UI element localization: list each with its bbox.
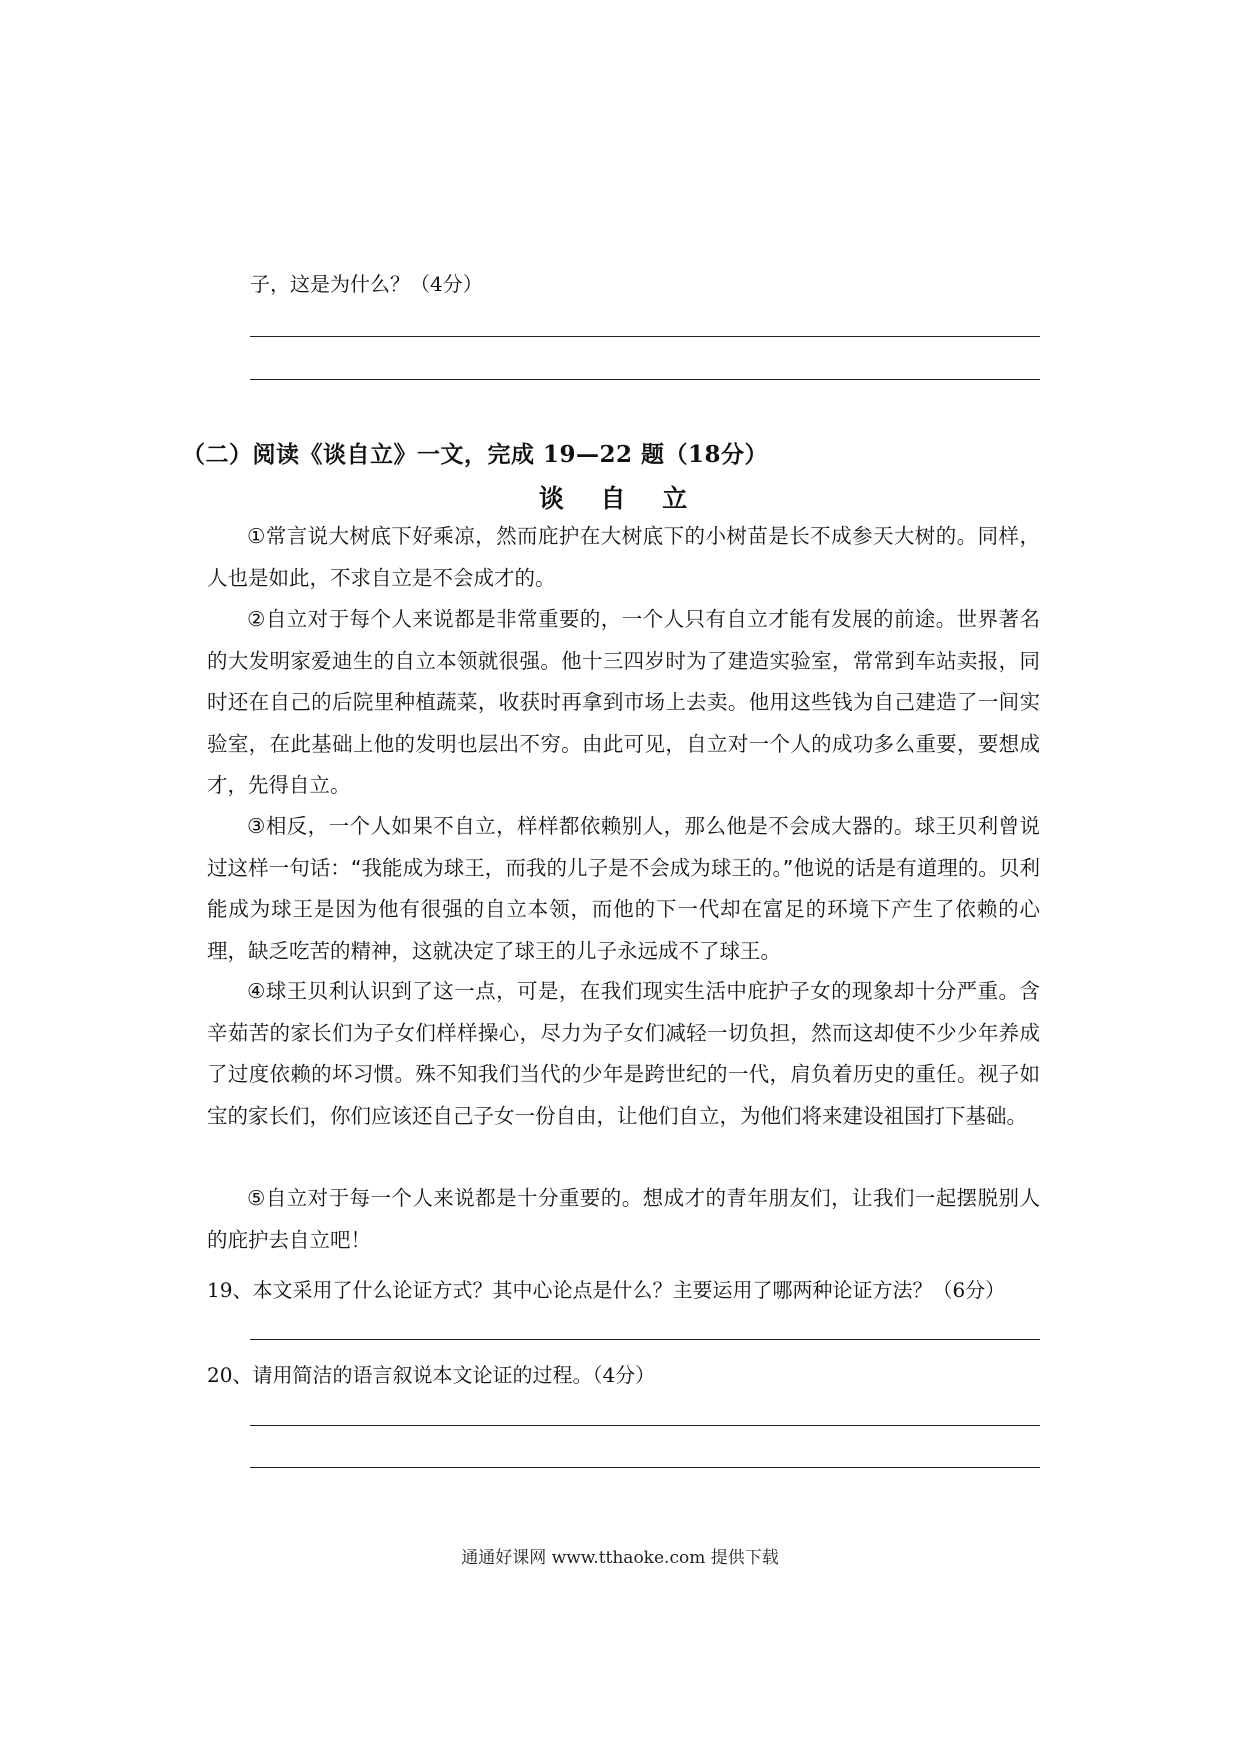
essay-paragraph-5: ⑤自立对于每一个人来说都是十分重要的。想成才的青年朋友们，让我们一起摆脱别人的庇护去自立吧！ — [207, 1186, 1040, 1252]
answer-line — [250, 1339, 1040, 1340]
answer-line — [250, 1467, 1040, 1468]
essay-paragraph-2: ②自立对于每个人来说都是非常重要的，一个人只有自立才能有发展的前途。世界著名的大发明家爱迪生的自立本领就很强。他十三四岁时为了建造实验室，常常到车站卖报，同时还在自己的后院里种植蔬菜，收获时再拿到市场上去卖。他用这些钱为自己建造了一间实验室，在此基础上他的发明也层出不穷。由此可见，自立对一个人的成功多么重要，要想成才，先得自立。 — [207, 607, 1040, 797]
answer-line — [250, 1425, 1040, 1426]
essay-title: 谈 自 立 — [538, 484, 702, 513]
question-20: 20、请用简洁的语言叙说本文论证的过程。（4分） — [207, 1363, 656, 1387]
answer-line — [250, 336, 1040, 337]
section-heading: （二）阅读《谈自立》一文，完成 19—22 题（18分） — [182, 441, 769, 468]
previous-question-tail: 子，这是为什么？（4分） — [250, 272, 483, 296]
question-19: 19、本文采用了什么论证方式？其中心论点是什么？主要运用了哪两种论证方法？（6分） — [207, 1278, 1006, 1302]
answer-line — [250, 379, 1040, 380]
essay-paragraph-4: ④球王贝利认识到了这一点，可是，在我们现实生活中庇护子女的现象却十分严重。含辛茹苦的家长们为子女们样样操心，尽力为子女们减轻一切负担，然而这却使不少少年养成了过度依赖的坏习惯。殊不知我们当代的少年是跨世纪的一代，肩负着历史的重任。视子如宝的家长们，你们应该还自己子女一份自由，让他们自立，为他们将来建设祖国打下基础。 — [207, 979, 1040, 1128]
page-footer: 通通好课网 www.tthaoke.com 提供下载 — [461, 1548, 779, 1568]
essay-paragraph-1: ①常言说大树底下好乘凉，然而庇护在大树底下的小树苗是长不成参天大树的。同样，人也是如此，不求自立是不会成才的。 — [207, 524, 1040, 590]
essay-paragraph-3: ③相反，一个人如果不自立，样样都依赖别人，那么他是不会成大器的。球王贝利曾说过这样一句话：“我能成为球王，而我的儿子是不会成为球王的。”他说的话是有道理的。贝利能成为球王是因为他有很强的自立本领，而他的下一代却在富足的环境下产生了依赖的心理，缺乏吃苦的精神，这就决定了球王的儿子永远成不了球王。 — [207, 814, 1040, 963]
